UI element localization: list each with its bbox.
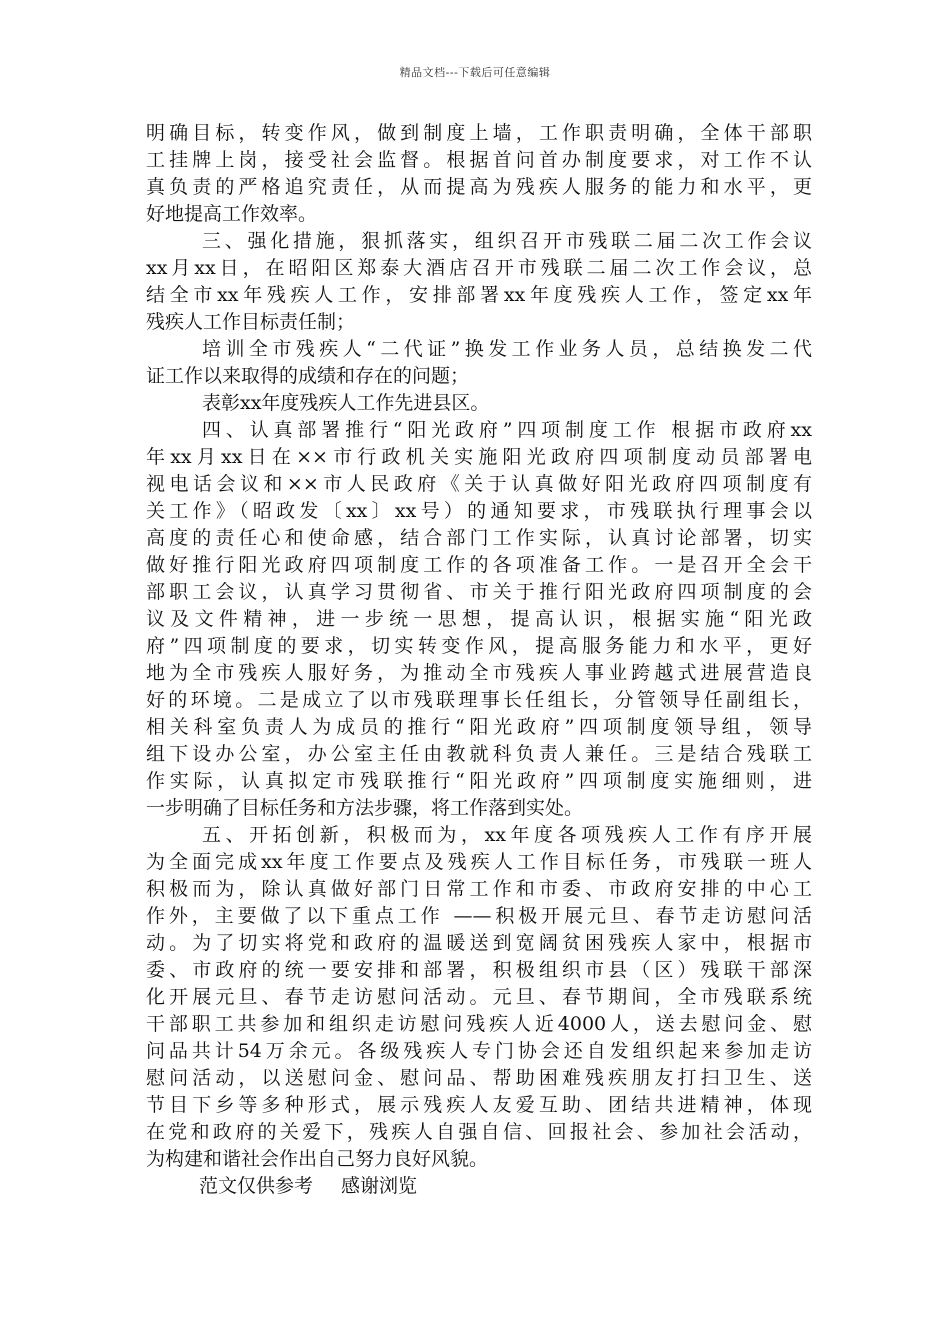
text-line: 在党和政府的关爱下，残疾人自强自信、回报社会、参加社会活动， [146, 1121, 812, 1143]
paragraph-4 [146, 390, 812, 417]
text-line: 四、认真部署推行“阳光政府”四项制度工作 根据市政府xx [202, 419, 812, 441]
text-line: 地为全市残疾人服好务，为推动全市残疾人事业跨越式进展营造良 [146, 662, 812, 684]
footer-thanks-note: 感谢浏览 [341, 1175, 418, 1197]
text-line: 为全面完成xx年度工作要点及残疾人工作目标任务，市残联一班人 [146, 851, 812, 873]
text-line: xx月xx日，在昭阳区郑泰大酒店召开市残联二届二次工作会议，总 [146, 257, 812, 279]
document-footer [146, 1173, 812, 1200]
text-line: 作实际，认真拟定市残联推行“阳光政府”四项制度实施细则，进 [146, 770, 812, 792]
paragraph-1 [146, 120, 812, 228]
text-line: 视电话会议和××市人民政府《关于认真做好阳光政府四项制度有 [146, 473, 812, 495]
paragraph-3 [146, 336, 812, 390]
text-line: 组下设办公室，办公室主任由教就科负责人兼任。三是结合残联工 [146, 743, 812, 765]
text-line: 关工作》（昭政发〔xx〕xx号）的通知要求，市残联执行理事会以 [146, 500, 812, 522]
text-line: 议及文件精神，进一步统一思想，提高认识，根据实施“阳光政 [146, 608, 812, 630]
page-header: 精品文档---下载后可任意编辑 [399, 66, 551, 79]
text-line: 相关科室负责人为成员的推行“阳光政府”四项制度领导组，领导 [146, 716, 812, 738]
text-line: 高度的责任心和使命感，结合部门工作实际，认真讨论部署，切实 [146, 527, 812, 549]
text-line: 年xx月xx日在××市行政机关实施阳光政府四项制度动员部署电 [146, 446, 812, 468]
text-line: 好地提高工作效率。 [146, 203, 318, 225]
text-line: 真负责的严格追究责任，从而提高为残疾人服务的能力和水平，更 [146, 176, 812, 198]
text-line: 慰问活动，以送慰问金、慰问品、帮助困难残疾朋友打扫卫生、送 [146, 1067, 812, 1089]
text-line: 积极而为，除认真做好部门日常工作和市委、市政府安排的中心工 [146, 878, 812, 900]
document-body [146, 120, 812, 1200]
text-line: 干部职工共参加和组织走访慰问残疾人近4000人，送去慰问金、慰 [146, 1013, 812, 1035]
paragraph-5 [146, 417, 812, 822]
footer-reference-note: 范文仅供参考 [199, 1175, 314, 1197]
text-line: 明确目标，转变作风，做到制度上墙，工作职责明确，全体干部职 [146, 122, 812, 144]
paragraph-6 [146, 822, 812, 1173]
text-line: 节目下乡等多种形式，展示残疾人友爱互助、团结共进精神，体现 [146, 1094, 812, 1116]
text-line: 工挂牌上岗，接受社会监督。根据首问首办制度要求，对工作不认 [146, 149, 812, 171]
text-line: 委、市政府的统一要安排和部署，积极组织市县（区）残联干部深 [146, 959, 812, 981]
text-line: 做好推行阳光政府四项制度工作的各项准备工作。一是召开全会干 [146, 554, 812, 576]
text-line: 五、开拓创新，积极而为，xx年度各项残疾人工作有序开展 [202, 824, 812, 846]
text-line: 一步明确了目标任务和方法步骤，将工作落到实处。 [146, 797, 584, 819]
text-line: 表彰xx年度残疾人工作先进县区。 [202, 392, 490, 414]
text-line: 府”四项制度的要求，切实转变作风，提高服务能力和水平，更好 [146, 635, 812, 657]
text-line: 结全市xx年残疾人工作，安排部署xx年度残疾人工作，签定xx年 [146, 284, 812, 306]
text-line: 化开展元旦、春节走访慰问活动。元旦、春节期间，全市残联系统 [146, 986, 812, 1008]
text-line: 部职工会议，认真学习贯彻省、市关于推行阳光政府四项制度的会 [146, 581, 812, 603]
text-line: 动。为了切实将党和政府的温暖送到宽阔贫困残疾人家中，根据市 [146, 932, 812, 954]
text-line: 残疾人工作目标责任制； [146, 311, 356, 333]
text-line: 三、强化措施，狠抓落实，组织召开市残联二届二次工作会议 [202, 230, 812, 252]
paragraph-2 [146, 228, 812, 336]
text-line: 证工作以来取得的成绩和存在的问题； [146, 365, 470, 387]
text-line: 培训全市残疾人“二代证”换发工作业务人员，总结换发二代 [202, 338, 812, 360]
text-line: 好的环境。二是成立了以市残联理事长任组长，分管领导任副组长， [146, 689, 812, 711]
text-line: 作外，主要做了以下重点工作 ——积极开展元旦、春节走访慰问活 [146, 905, 812, 927]
text-line: 为构建和谐社会作出自己努力良好风貌。 [146, 1148, 489, 1170]
text-line: 问品共计54万余元。各级残疾人专门协会还自发组织起来参加走访 [146, 1040, 812, 1062]
